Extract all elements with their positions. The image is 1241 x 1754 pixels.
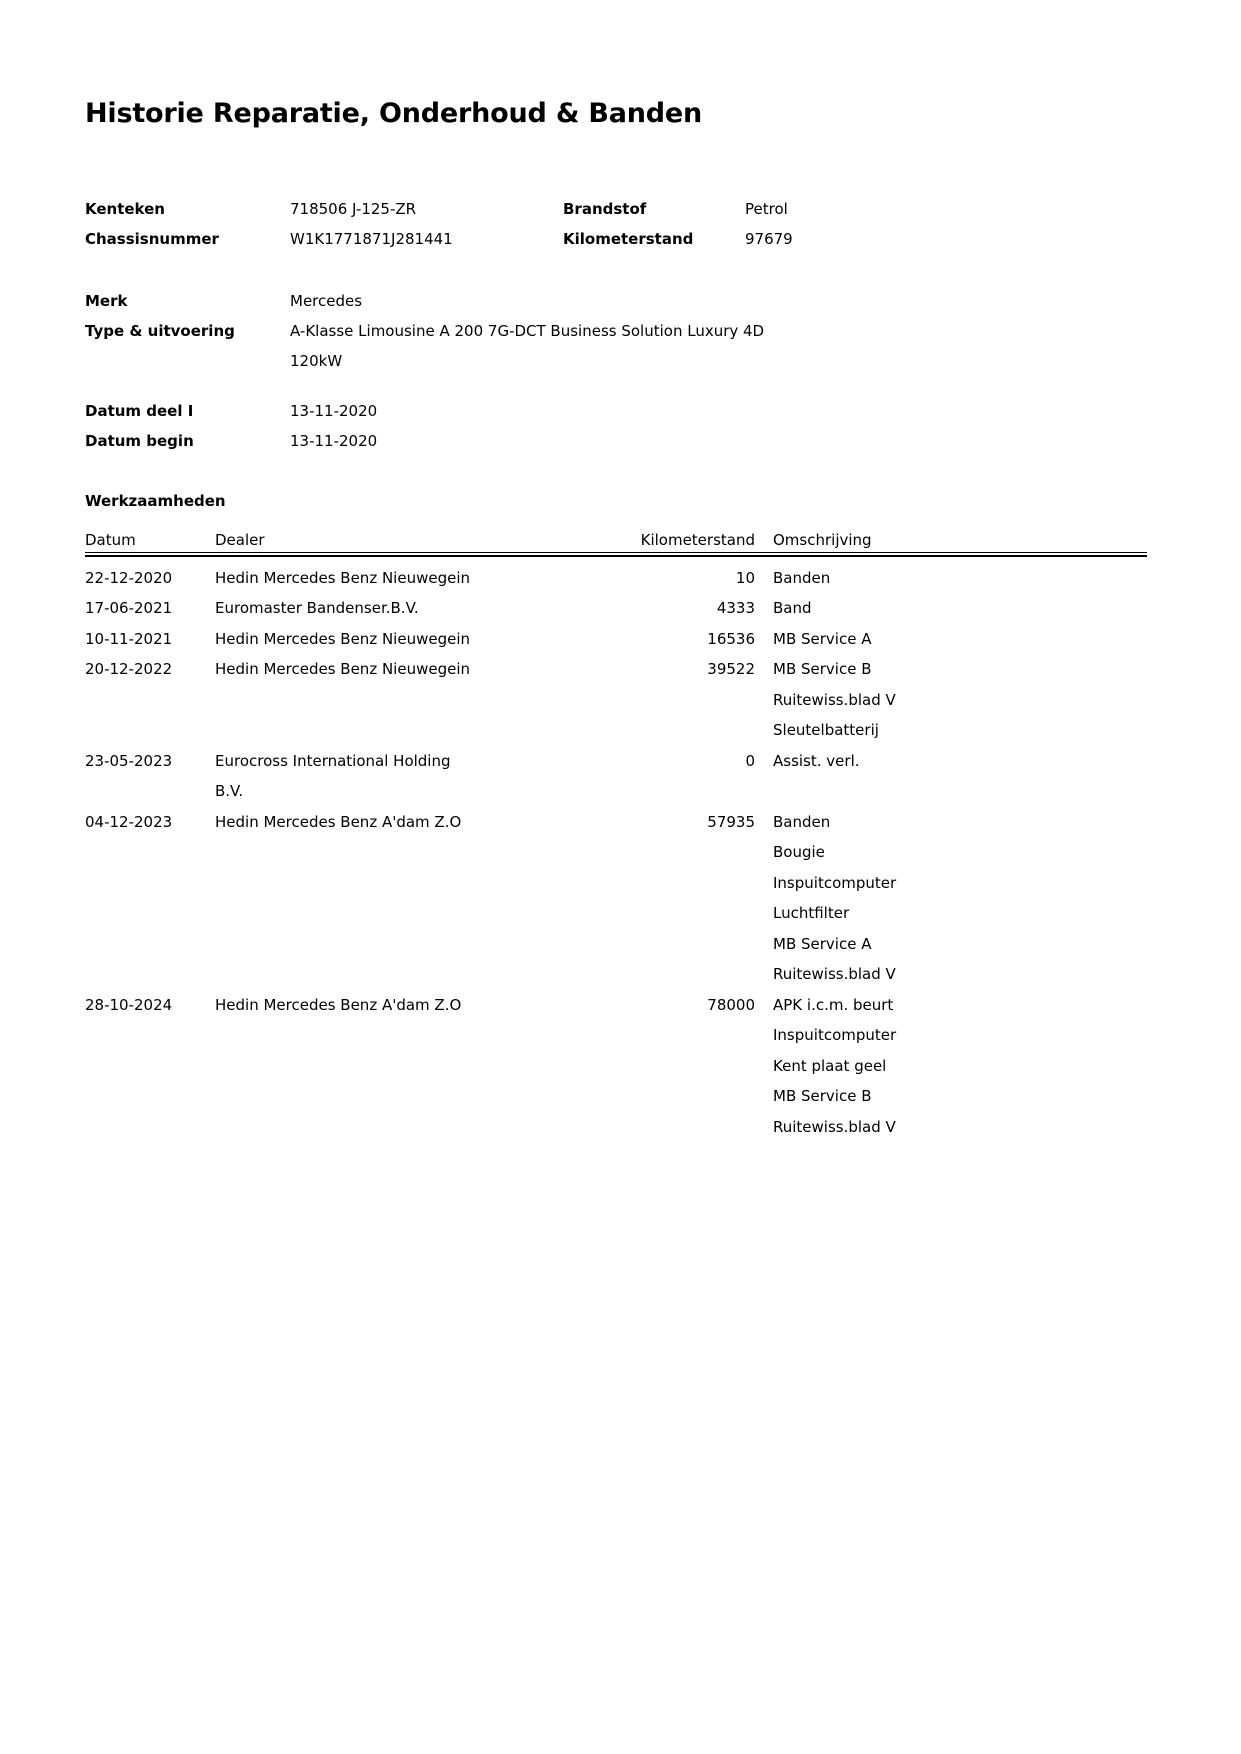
cell-omschrijving [755, 990, 1147, 1143]
field-value-kenteken: 718506 J-125-ZR [290, 200, 417, 218]
cell-datum: 17-06-2021 [85, 599, 173, 618]
type-uitvoering-line: A-Klasse Limousine A 200 7G-DCT Business Solution Luxury 4D [290, 322, 765, 340]
omschrijving-line: MB Service B [773, 1087, 872, 1106]
cell-dealer [215, 746, 555, 807]
field-label-kenteken: Kenteken [85, 200, 165, 218]
cell-datum: 04-12-2023 [85, 812, 173, 831]
page-title: Historie Reparatie, Onderhoud & Banden [85, 98, 703, 129]
table-row [85, 746, 1147, 807]
cell-dealer [215, 563, 555, 594]
field-value-type-uitvoering [290, 316, 1147, 376]
field-label-merk: Merk [85, 292, 128, 310]
cell-dealer [215, 990, 555, 1021]
cell-datum: 28-10-2024 [85, 995, 173, 1014]
cell-datum: 23-05-2023 [85, 751, 173, 770]
field-value-brandstof: Petrol [745, 200, 788, 218]
field-value-chassisnummer: W1K1771871J281441 [290, 230, 453, 248]
omschrijving-line: Bougie [773, 843, 825, 862]
dealer-line: Hedin Mercedes Benz Nieuwegein [215, 629, 470, 648]
table-body [85, 557, 1147, 1143]
werkzaamheden-table [85, 530, 1147, 1142]
dealer-line: Hedin Mercedes Benz Nieuwegein [215, 568, 470, 587]
field-label-type-uitvoering: Type & uitvoering [85, 322, 235, 340]
table-row [85, 624, 1147, 655]
table-row [85, 807, 1147, 990]
cell-datum: 10-11-2021 [85, 629, 173, 648]
cell-kilometerstand: 0 [745, 751, 755, 770]
field-label-brandstof: Brandstof [563, 200, 647, 218]
omschrijving-line: Sleutelbatterij [773, 721, 879, 740]
cell-datum: 20-12-2022 [85, 660, 173, 679]
column-header-omschrijving: Omschrijving [773, 531, 872, 549]
cell-omschrijving [755, 654, 1147, 746]
omschrijving-line: Banden [773, 812, 831, 831]
cell-omschrijving [755, 807, 1147, 990]
table-row [85, 563, 1147, 594]
field-value-merk: Mercedes [290, 292, 363, 310]
dealer-line: B.V. [215, 782, 244, 801]
dealer-line: Euromaster Bandenser.B.V. [215, 599, 419, 618]
werkzaamheden-heading: Werkzaamheden [85, 492, 226, 510]
cell-kilometerstand: 39522 [707, 660, 755, 679]
column-header-kilometerstand: Kilometerstand [640, 531, 755, 549]
vehicle-ident-section [85, 194, 1147, 254]
table-row [85, 654, 1147, 746]
dealer-line: Hedin Mercedes Benz A'dam Z.O [215, 995, 462, 1014]
table-header-row [85, 530, 1147, 550]
omschrijving-line: Ruitewiss.blad V [773, 1117, 896, 1136]
cell-omschrijving [755, 593, 1147, 624]
omschrijving-line: MB Service A [773, 934, 872, 953]
omschrijving-line: Inspuitcomputer [773, 1026, 897, 1045]
omschrijving-line: Band [773, 599, 812, 618]
cell-dealer [215, 807, 555, 838]
cell-dealer [215, 654, 555, 685]
field-label-chassisnummer: Chassisnummer [85, 230, 219, 248]
dealer-line: Eurocross International Holding [215, 751, 451, 770]
cell-dealer [215, 593, 555, 624]
omschrijving-line: Assist. verl. [773, 751, 860, 770]
column-header-dealer: Dealer [215, 531, 265, 549]
field-label-kilometerstand: Kilometerstand [563, 230, 694, 248]
field-value-kilometerstand: 97679 [745, 230, 793, 248]
omschrijving-line: Banden [773, 568, 831, 587]
cell-kilometerstand: 57935 [707, 812, 755, 831]
type-uitvoering-line: 120kW [290, 352, 343, 370]
omschrijving-line: MB Service A [773, 629, 872, 648]
omschrijving-line: Ruitewiss.blad V [773, 965, 896, 984]
cell-kilometerstand: 4333 [716, 599, 755, 618]
field-value-datum-deel-i: 13-11-2020 [290, 402, 378, 420]
omschrijving-line: Inspuitcomputer [773, 873, 897, 892]
cell-dealer [215, 624, 555, 655]
table-row [85, 593, 1147, 624]
cell-omschrijving [755, 746, 1147, 777]
field-label-datum-deel-i: Datum deel I [85, 402, 194, 420]
cell-kilometerstand: 16536 [707, 629, 755, 648]
cell-datum: 22-12-2020 [85, 568, 173, 587]
cell-omschrijving [755, 624, 1147, 655]
vehicle-dates-section [85, 396, 1147, 456]
omschrijving-line: Luchtfilter [773, 904, 850, 923]
cell-kilometerstand: 78000 [707, 995, 755, 1014]
omschrijving-line: Kent plaat geel [773, 1056, 887, 1075]
cell-omschrijving [755, 563, 1147, 594]
field-value-datum-begin: 13-11-2020 [290, 432, 378, 450]
dealer-line: Hedin Mercedes Benz Nieuwegein [215, 660, 470, 679]
column-header-datum: Datum [85, 531, 136, 549]
omschrijving-line: MB Service B [773, 660, 872, 679]
table-row [85, 990, 1147, 1143]
dealer-line: Hedin Mercedes Benz A'dam Z.O [215, 812, 462, 831]
omschrijving-line: APK i.c.m. beurt [773, 995, 894, 1014]
cell-kilometerstand: 10 [735, 568, 755, 587]
omschrijving-line: Ruitewiss.blad V [773, 690, 896, 709]
field-label-datum-begin: Datum begin [85, 432, 194, 450]
vehicle-model-section [85, 286, 1147, 376]
